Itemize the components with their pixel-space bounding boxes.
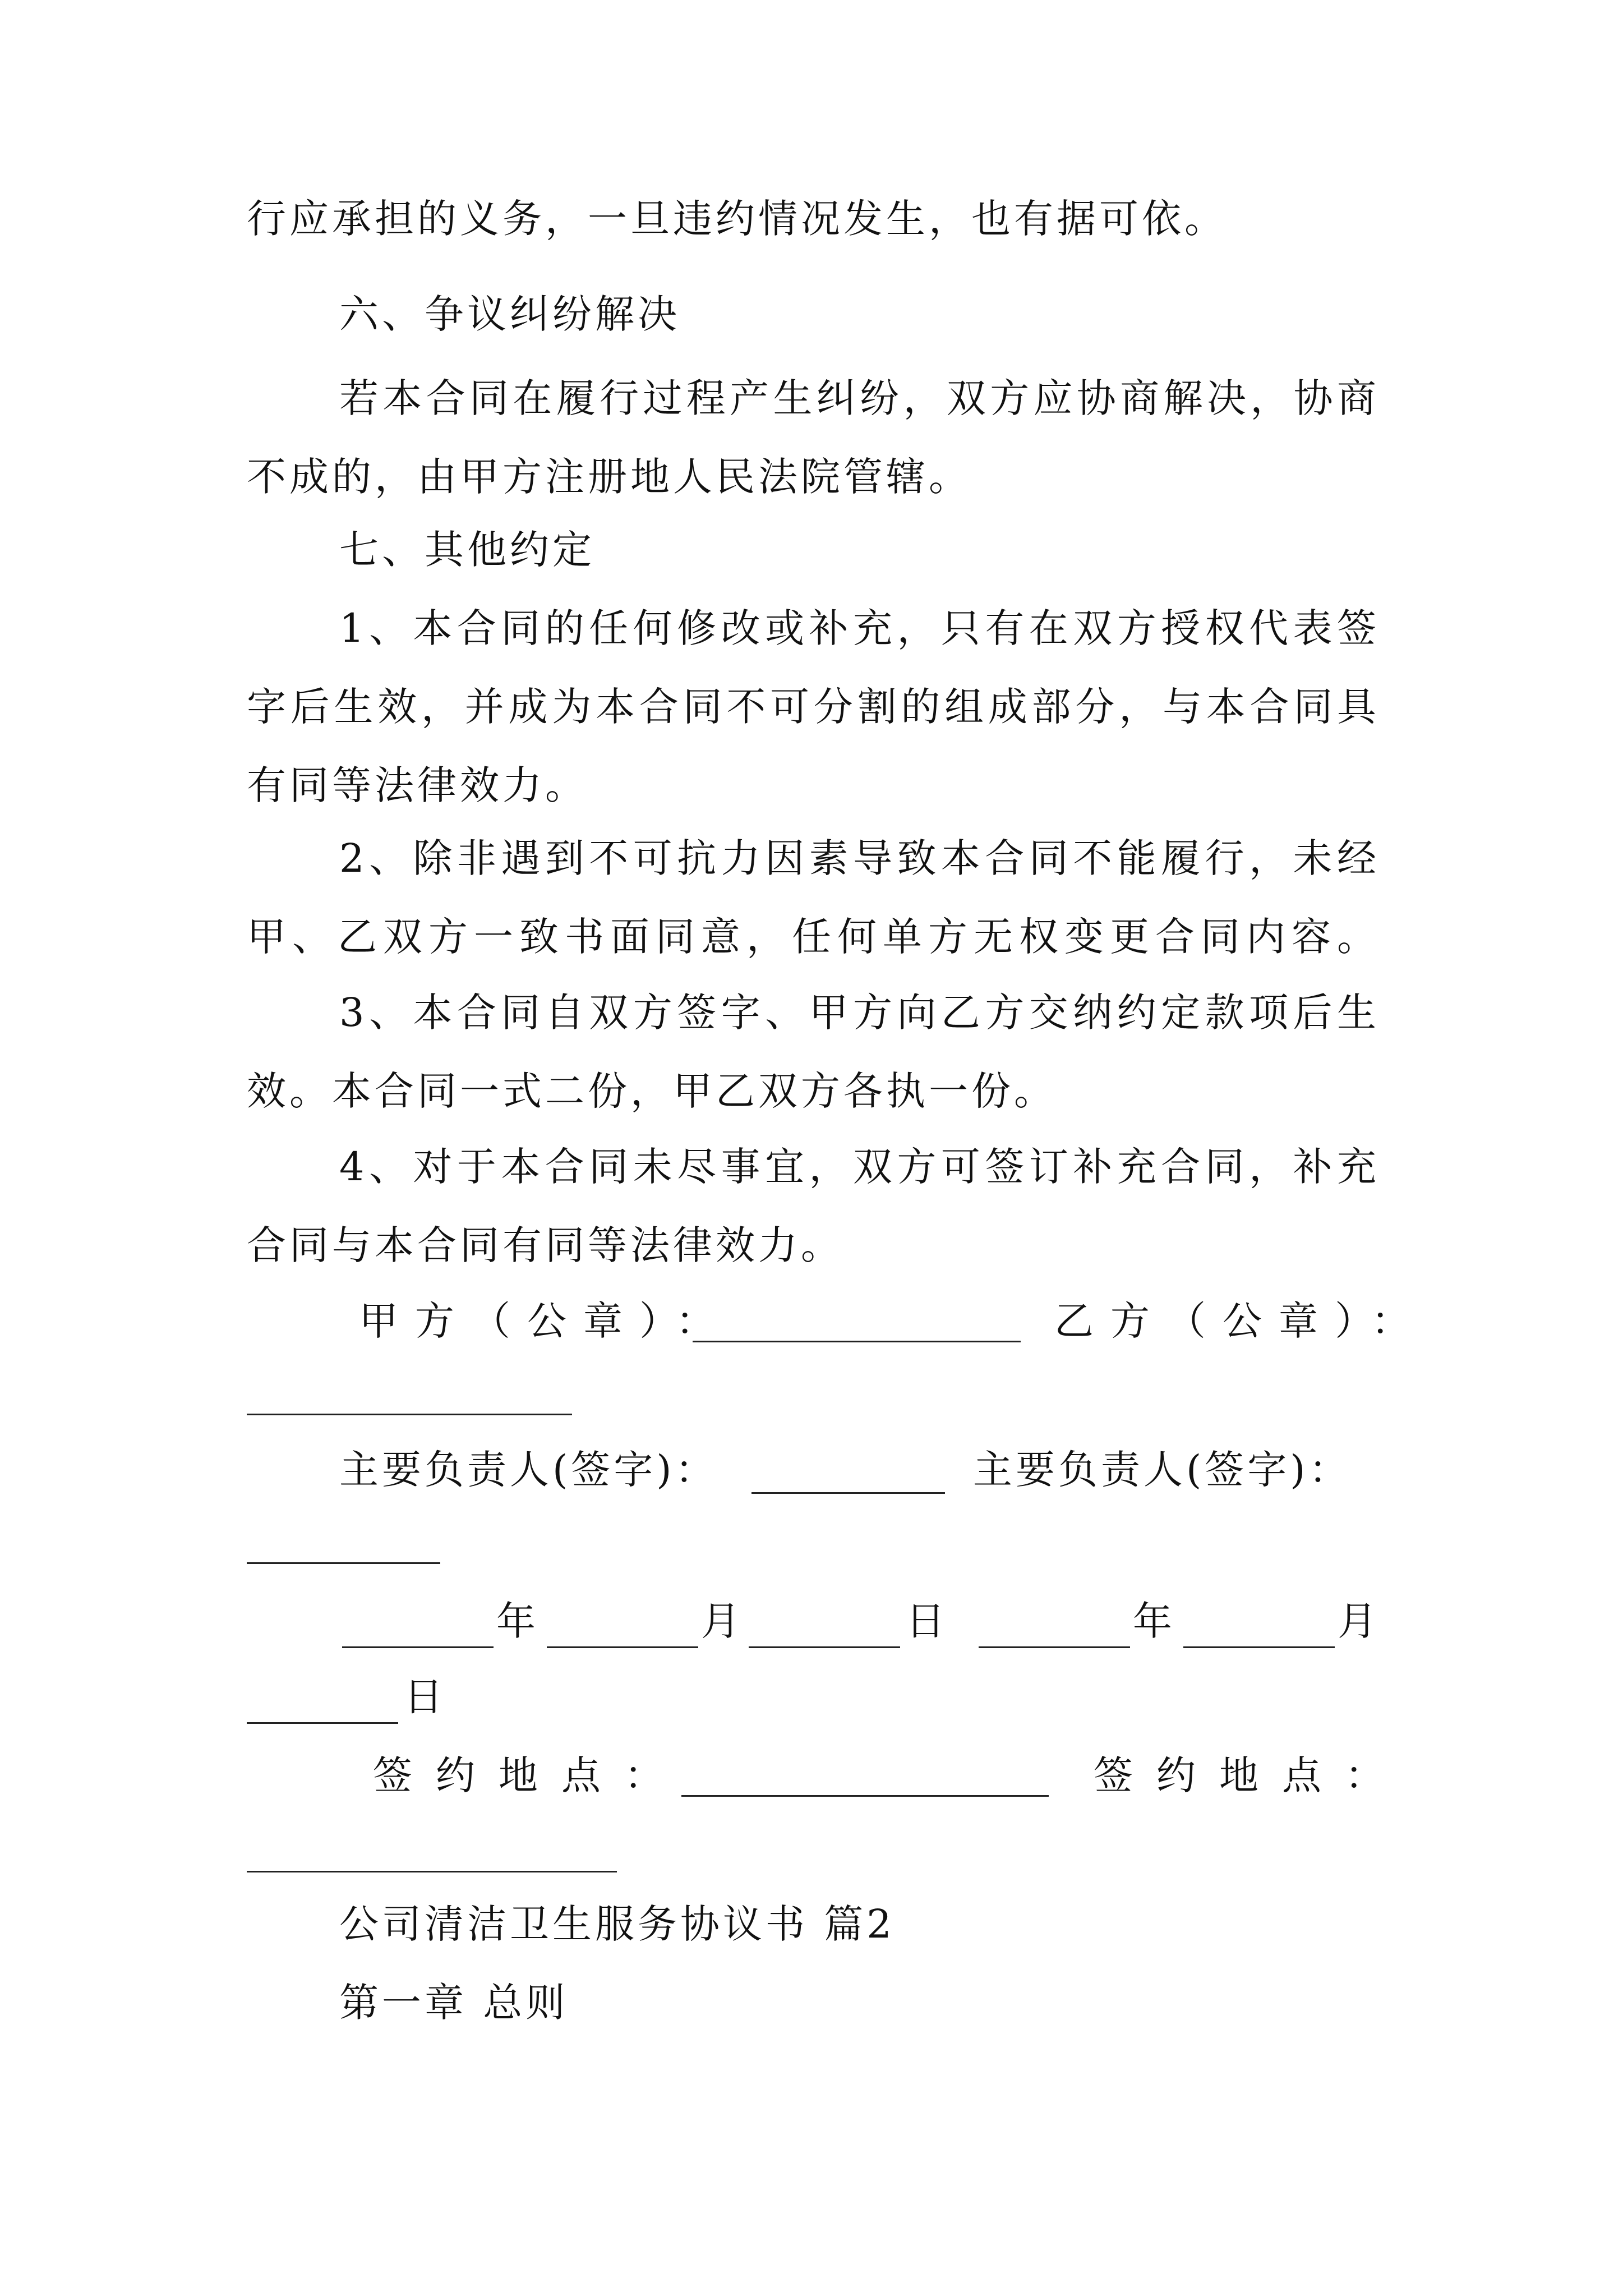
date-a-month-blank[interactable] (547, 1646, 698, 1648)
paragraph-line: 1、本合同的任何修改或补充，只有在双方授权代表签 (339, 605, 1380, 651)
person-a-label: 主要负责人(签字)： (339, 1447, 718, 1493)
person-b-blank[interactable] (247, 1562, 440, 1564)
paragraph-line: 效。本合同一式二份，甲乙双方各执一份。 (247, 1068, 1057, 1114)
date-b-year-blank[interactable] (979, 1646, 1130, 1648)
date-b-month-label: 月 (1338, 1598, 1377, 1644)
section-heading-6: 六、争议纠纷解决 (339, 291, 680, 337)
person-a-blank[interactable] (751, 1492, 945, 1494)
party-b-seal-label: 乙方（公章）： (1054, 1298, 1427, 1344)
party-a-seal-label: 甲方（公章）： (359, 1298, 732, 1344)
date-b-year-label: 年 (1133, 1598, 1172, 1644)
date-a-year-blank[interactable] (342, 1646, 494, 1648)
date-b-day-blank[interactable] (247, 1722, 398, 1724)
paragraph-line: 行应承担的义务，一旦违约情况发生，也有据可依。 (247, 196, 1227, 242)
person-b-label: 主要负责人(签字)： (973, 1447, 1352, 1493)
place-b-blank[interactable] (247, 1871, 617, 1872)
paragraph-line: 甲、乙双方一致书面同意，任何单方无权变更合同内容。 (247, 914, 1380, 960)
place-b-label: 签约地点： (1094, 1752, 1408, 1798)
date-a-year-label: 年 (496, 1598, 536, 1644)
party-b-seal-blank[interactable] (247, 1414, 572, 1415)
next-section-title: 公司清洁卫生服务协议书 篇2 (339, 1901, 895, 1947)
paragraph-line: 若本合同在履行过程产生纠纷，双方应协商解决，协商 (339, 375, 1380, 421)
chapter-heading: 第一章 总则 (339, 1980, 569, 2026)
paragraph-line: 有同等法律效力。 (247, 762, 588, 808)
place-a-label: 签约地点： (373, 1752, 687, 1798)
date-b-month-blank[interactable] (1183, 1646, 1335, 1648)
party-a-seal-blank[interactable] (693, 1341, 1021, 1342)
place-a-blank[interactable] (681, 1795, 1049, 1797)
paragraph-line: 3、本合同自双方签字、甲方向乙方交纳约定款项后生 (339, 990, 1380, 1036)
paragraph-line: 不成的，由甲方注册地人民法院管辖。 (247, 454, 971, 500)
section-heading-7: 七、其他约定 (339, 527, 595, 573)
date-a-day-label: 日 (906, 1598, 945, 1644)
paragraph-line: 4、对于本合同未尽事宜，双方可签订补充合同，补充 (339, 1144, 1380, 1190)
paragraph-line: 字后生效，并成为本合同不可分割的组成部分，与本合同具 (247, 684, 1380, 730)
date-a-day-blank[interactable] (749, 1646, 900, 1648)
date-a-month-label: 月 (701, 1598, 740, 1644)
paragraph-line: 2、除非遇到不可抗力因素导致本合同不能履行，未经 (339, 835, 1380, 881)
paragraph-line: 合同与本合同有同等法律效力。 (247, 1222, 843, 1268)
date-b-day-label: 日 (404, 1674, 443, 1720)
